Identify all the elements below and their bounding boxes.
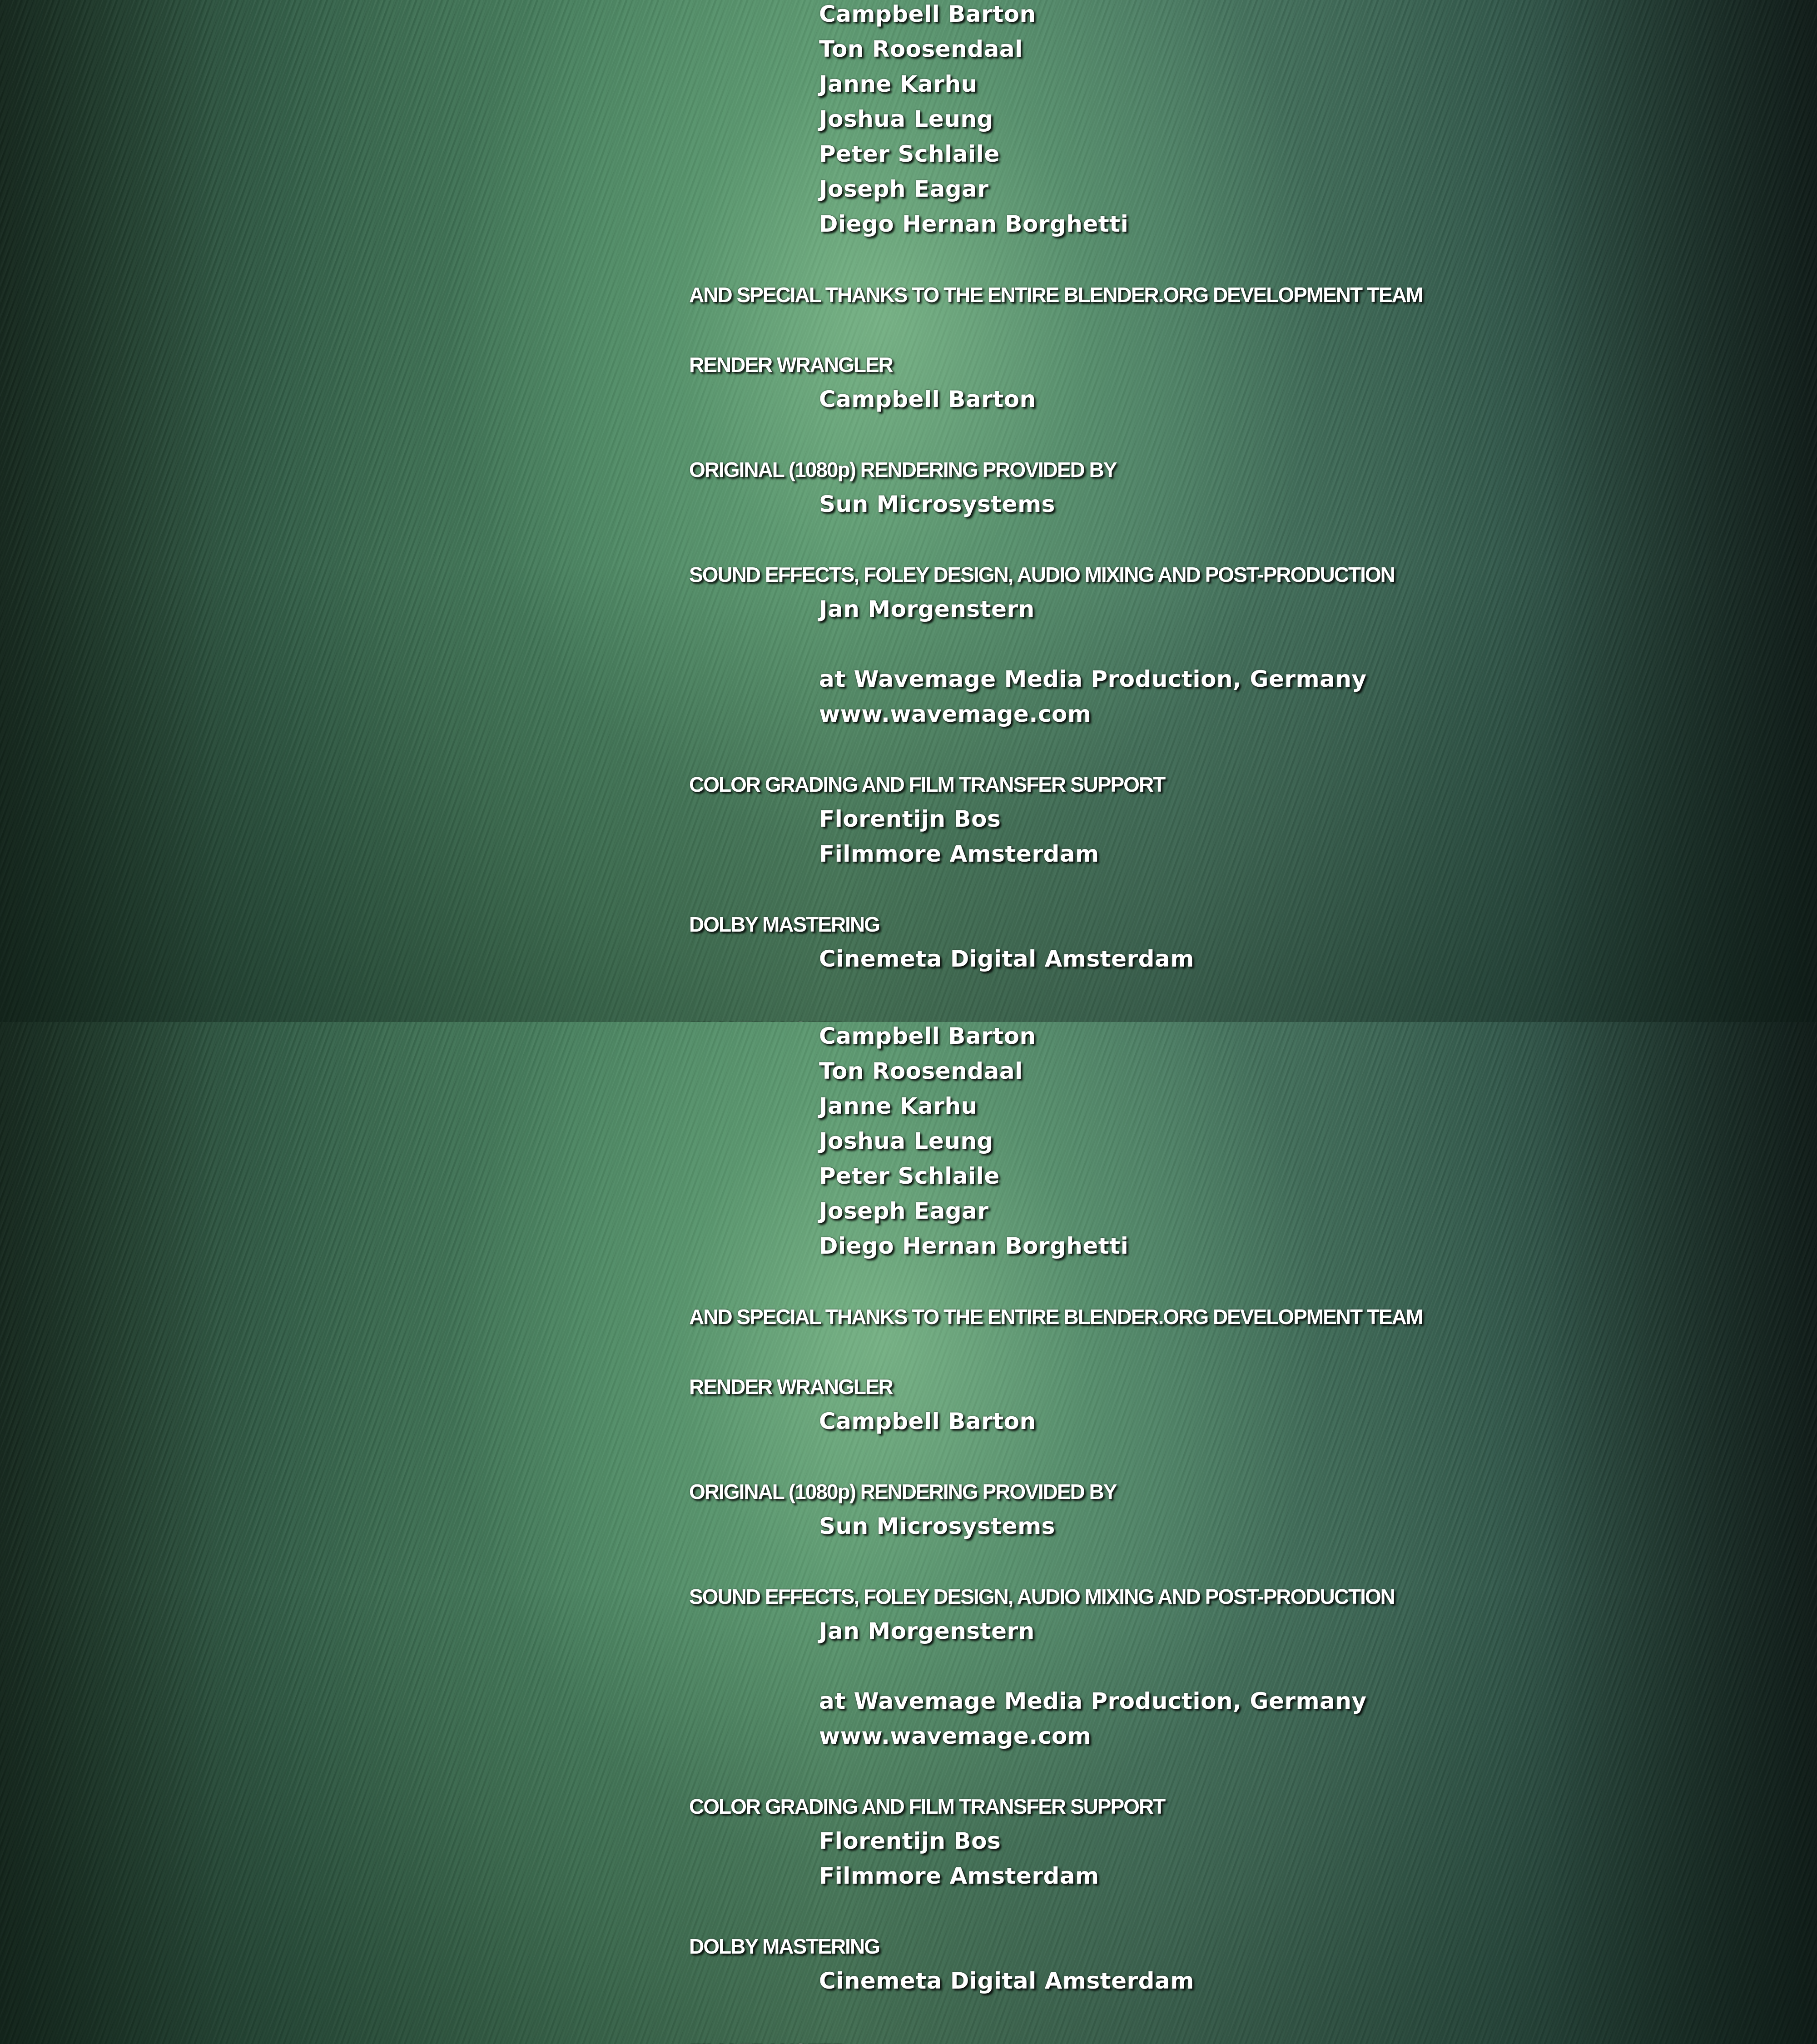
- credit-url: www.wavemage.com: [819, 1723, 1091, 1749]
- credit-name: Joseph Eagar: [819, 1198, 989, 1224]
- dolby-heading: DOLBY MASTERING: [689, 912, 879, 937]
- credit-name: Florentijn Bos: [819, 806, 1001, 832]
- credit-name: Diego Hernan Borghetti: [819, 211, 1128, 237]
- credit-company: at Wavemage Media Production, Germany: [819, 666, 1367, 692]
- credit-name: Campbell Barton: [819, 1408, 1036, 1434]
- render-wrangler-heading: RENDER WRANGLER: [689, 352, 893, 377]
- credit-name: Campbell Barton: [819, 1, 1036, 27]
- sound-heading: SOUND EFFECTS, FOLEY DESIGN, AUDIO MIXING AND POST-PRODUCTION: [689, 1584, 1395, 1609]
- credit-name: Peter Schlaile: [819, 141, 1000, 167]
- credit-name: Joseph Eagar: [819, 176, 989, 202]
- credit-name: Janne Karhu: [819, 1093, 978, 1119]
- credit-name: Filmmore Amsterdam: [819, 1863, 1099, 1889]
- credit-name: Campbell Barton: [819, 386, 1036, 412]
- special-thanks-heading: AND SPECIAL THANKS TO THE ENTIRE BLENDER.ORG DEVELOPMENT TEAM: [689, 283, 1422, 307]
- credit-name: Peter Schlaile: [819, 1163, 1000, 1189]
- special-thanks-heading: AND SPECIAL THANKS TO THE ENTIRE BLENDER.ORG DEVELOPMENT TEAM: [689, 1305, 1422, 1329]
- credit-name: Ton Roosendaal: [819, 36, 1023, 62]
- credit-name: Joshua Leung: [819, 106, 993, 132]
- credit-name: Jan Morgenstern: [819, 596, 1035, 622]
- credit-company: at Wavemage Media Production, Germany: [819, 1688, 1367, 1714]
- credit-name: Joshua Leung: [819, 1128, 993, 1154]
- sound-heading: SOUND EFFECTS, FOLEY DESIGN, AUDIO MIXING AND POST-PRODUCTION: [689, 562, 1395, 587]
- credit-url: www.wavemage.com: [819, 701, 1091, 727]
- dolby-heading: DOLBY MASTERING: [689, 1934, 879, 1959]
- credit-name: Cinemeta Digital Amsterdam: [819, 946, 1194, 972]
- credit-name: Ton Roosendaal: [819, 1058, 1023, 1084]
- credit-name: Campbell Barton: [819, 1023, 1036, 1049]
- credit-name: Diego Hernan Borghetti: [819, 1233, 1128, 1259]
- color-grading-heading: COLOR GRADING AND FILM TRANSFER SUPPORT: [689, 1794, 1165, 1819]
- credit-name: Janne Karhu: [819, 71, 978, 97]
- rendering-heading: ORIGINAL (1080p) RENDERING PROVIDED BY: [689, 1479, 1116, 1504]
- rendering-heading: ORIGINAL (1080p) RENDERING PROVIDED BY: [689, 457, 1116, 482]
- credit-name: Sun Microsystems: [819, 1513, 1055, 1539]
- credit-name: Filmmore Amsterdam: [819, 841, 1099, 867]
- credit-name: Florentijn Bos: [819, 1828, 1001, 1854]
- render-wrangler-heading: RENDER WRANGLER: [689, 1374, 893, 1399]
- credit-name: Jan Morgenstern: [819, 1618, 1035, 1644]
- color-grading-heading: COLOR GRADING AND FILM TRANSFER SUPPORT: [689, 772, 1165, 797]
- credit-name: Sun Microsystems: [819, 491, 1055, 517]
- credit-name: Cinemeta Digital Amsterdam: [819, 1968, 1194, 1994]
